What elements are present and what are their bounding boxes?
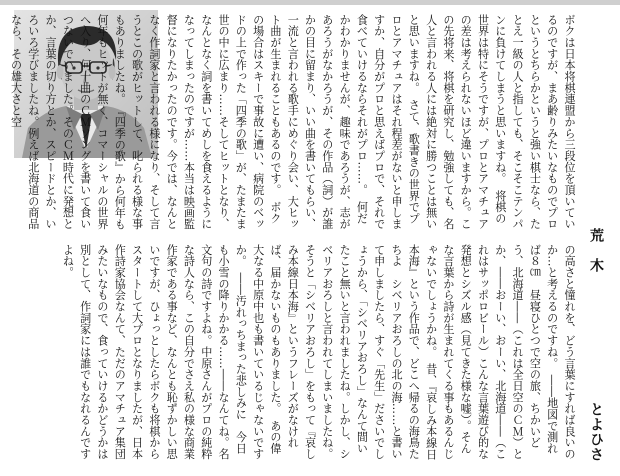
- author-byline: [586, 228, 606, 462]
- article-text-lower: の高さと憧れを、どう言葉にすれば良いのか…と考えるのですね。 ――地図で測れば８㎝ 昼寝ひとつで空の旅、ちかいどう、北海道――（これは全日空のＣＭ）とか、――おーい、おーい、北海道――（これはサッポロビール）こんな言葉遊び的な発想とシズル感（見てきた様な嘘）。そんな言葉から詩が生まれてくる事もあるんじゃないでしょうかね。 昔、『哀しみ本線日本海』という作品で、どこへ帰るの海鳥たちよ シベリアおろしの北の海……と書いて申しましたら、すぐ「先生」ださいでしょうから、「シベリアおろし」なんて間いたこと無いと言われましたね。しかし、シベリアおろしと言われてしまいましたね。 そうと「シベリアおろし」をもって『哀しみ本線日本海』というフレーズがなければ、届かないものもありました。 あの偉大なる中原中也も書いているじゃないですか。 ――汚れっちまった悲しみに 今日も小雪の降りかかる……――なんてね。名文句の詩ですよね。中原さんがプロの純粋な詩人なら、この自分でさえ私の様な商業作家である事など、なんとも恥ずかしい思いですが、ひょっとしたらボクも将棋からスタートして大プロとなりましたが、日本作詩家協会なんて、ただのアマチュア集団みたいなもので、食っていけるかどうかは別として、作詞家には誰でもなれるんですよね。: [61, 244, 576, 466]
- article-text-upper: ボクは日本将棋連盟から三段位を頂いているのですが、まあ齢りみたいなものでプロというとちらかというと強い棋士なら、たとえ一級の人と指しても、そこそこテンパンに負けてしまうと思いますね。 将棋の世界は特にそうですが、プロとアマチュアの差は考えられないほど違いますから。この先将来、将棋を研究し、勉強しても、名人と言われる人には絶対に勝つことは無いと思いますね。 さて、歌書きの世界でプロとアマチュアはそれ程差がないと申しますか、自分がプロと思えばプロで、それで食べていけるならそれがプロ……。 何だかわかりませんが、趣味であろうが、志があろうがなかろうが、その作品（詞）が誰かの目に留まり、いい曲を書いてもらい、一流と言われる歌手にめぐり会い、大ヒット曲が生まれることもあるのです。 ボクの場合はスキーで事故に遭い、病院のベッドの上で作った「四季の歌」が、たまたま世の中に広まり……そしてヒットとなり、なんとなく詞を書いてめしを食えるようになってしまったのですが……本当は映画監督になりたかったのです。今では、なんとなく作詞家と言われる様になり、そして言うとこの歌がヒットして、叱られる様な事もありましたね。 『四季の歌』から何年も何年もヒットが無く、コマーシャルの世界へ入り、何十曲のＣＭソングを書いて食いつないでいました。そのＣＭ時代に発想とか、言葉の切り方とか、スピードとか、いろいろ学びましたね。例えば北海道の商品なら、その雄大さと空: [9, 14, 576, 230]
- author-given-name: とよひさ: [588, 402, 604, 462]
- author-family-name: 荒 木: [588, 228, 604, 273]
